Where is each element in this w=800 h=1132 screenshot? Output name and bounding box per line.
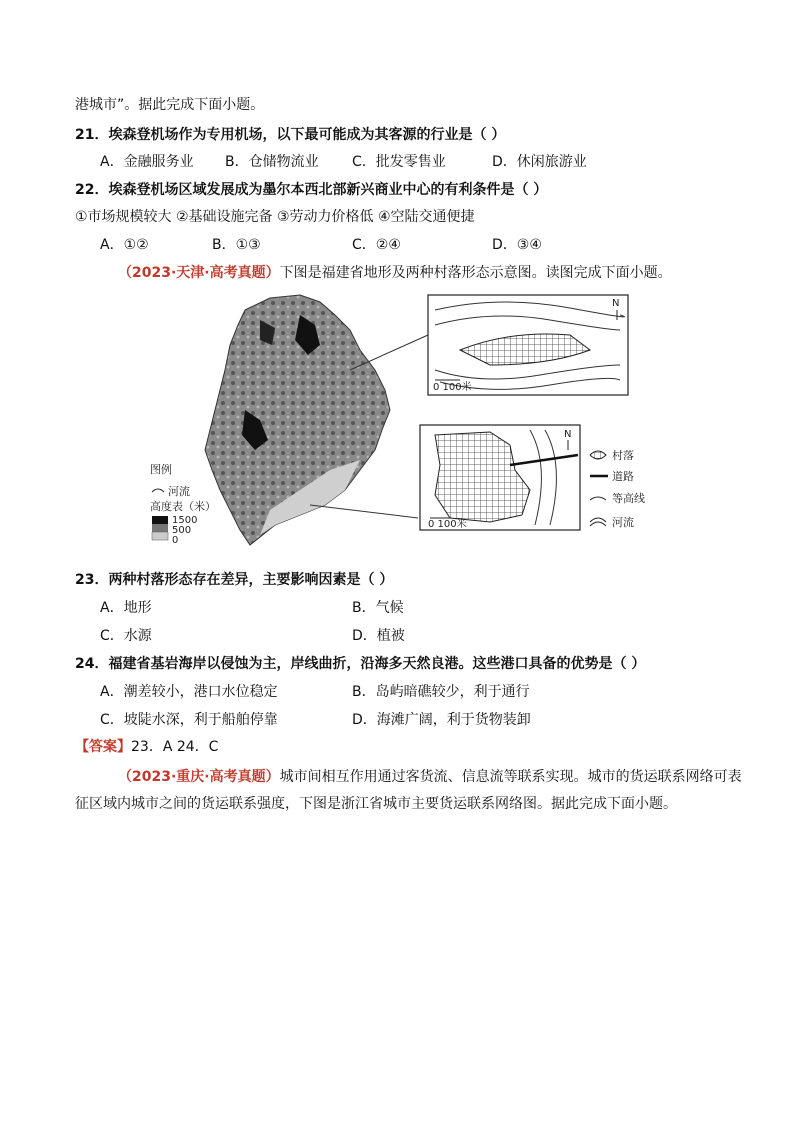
- question-23: 23．两种村落形态存在差异，主要影响因素是（ ）: [75, 572, 394, 588]
- answer-text: 23．A 24．C: [131, 739, 219, 755]
- q23-option-c[interactable]: C．水源: [100, 628, 152, 644]
- q24-option-d[interactable]: D．海滩广阔，利于货物装卸: [352, 712, 531, 728]
- passage-3-line-2: 征区域内城市之间的货运联系强度，下图是浙江省城市主要货运联系网络图。据此完成下面小题。: [75, 796, 677, 812]
- north-top-label: N: [612, 298, 620, 309]
- answer-line: [75, 737, 218, 757]
- q24-option-a[interactable]: A．潮差较小，港口水位稳定: [100, 684, 278, 700]
- q24-option-b[interactable]: B．岛屿暗礁较少，利于通行: [352, 684, 530, 700]
- legend-title: 图例: [150, 463, 172, 476]
- q22-option-b[interactable]: B．①③: [212, 237, 261, 253]
- river-legend-icon-right: [590, 518, 606, 526]
- scale-bottom-label: 0 100米: [428, 519, 467, 530]
- q22-items: ①市场规模较大 ②基础设施完备 ③劳动力价格低 ④空陆交通便捷: [75, 209, 475, 225]
- elev-swatch-low: [152, 532, 168, 540]
- q21-option-a[interactable]: A．金融服务业: [100, 154, 194, 170]
- elev-swatch-mid: [152, 524, 168, 532]
- source-tag: （2023·天津·高考真题）: [118, 265, 280, 281]
- passage-3-line-1: [118, 767, 742, 787]
- north-bottom-label: N: [564, 429, 572, 440]
- q24-option-c[interactable]: C．坡陡水深，利于船舶停靠: [100, 712, 278, 728]
- question-22: 22．埃森登机场区域发展成为墨尔本西北部新兴商业中心的有利条件是（ ）: [75, 182, 548, 198]
- contour-legend-icon: [590, 497, 606, 500]
- legend-village: 村落: [612, 449, 634, 462]
- fujian-map-figure: [150, 290, 670, 555]
- elev-tick-500: 500: [172, 525, 192, 536]
- source-tag-2: （2023·重庆·高考真题）: [118, 769, 280, 785]
- answer-tag: 【答案】: [75, 739, 131, 755]
- legend-elevation-label: 高度表（米）: [150, 500, 216, 513]
- elev-swatch-high: [152, 516, 168, 524]
- q21-option-c[interactable]: C．批发零售业: [352, 154, 446, 170]
- q22-option-d[interactable]: D．③④: [492, 237, 542, 253]
- village-legend-icon: [590, 451, 606, 459]
- q23-option-b[interactable]: B．气候: [352, 600, 404, 616]
- q22-option-a[interactable]: A．①②: [100, 237, 149, 253]
- legend-road: 道路: [612, 470, 634, 483]
- elev-tick-0: 0: [172, 535, 179, 546]
- passage-2: [118, 263, 672, 283]
- passage-3-text-1: 城市间相互作用通过客货流、信息流等联系实现。城市的货运联系网络可表: [279, 769, 742, 785]
- leader-line-bottom: [310, 505, 418, 518]
- q22-option-c[interactable]: C．②④: [352, 237, 401, 253]
- legend-contour: 等高线: [612, 492, 645, 505]
- passage-2-text: 下图是福建省地形及两种村落形态示意图。读图完成下面小题。: [279, 265, 672, 281]
- intro-tail: 港城市”。据此完成下面小题。: [75, 97, 265, 113]
- q21-option-d[interactable]: D．休闲旅游业: [492, 154, 587, 170]
- q23-option-d[interactable]: D．植被: [352, 628, 405, 644]
- elev-tick-1500: 1500: [172, 515, 198, 526]
- figure-svg: [150, 290, 670, 555]
- legend-river-right: 河流: [612, 516, 634, 529]
- q23-option-a[interactable]: A．地形: [100, 600, 152, 616]
- legend-river-label: 河流: [168, 485, 190, 498]
- question-24: 24．福建省基岩海岸以侵蚀为主，岸线曲折，沿海多天然良港。这些港口具备的优势是（ ）: [75, 656, 646, 672]
- river-legend-icon: [152, 489, 164, 492]
- q21-option-b[interactable]: B．仓储物流业: [225, 154, 319, 170]
- scale-top-label: 0 100米: [433, 382, 472, 393]
- question-21: 21．埃森登机场作为专用机场，以下最可能成为其客源的行业是（ ）: [75, 127, 506, 143]
